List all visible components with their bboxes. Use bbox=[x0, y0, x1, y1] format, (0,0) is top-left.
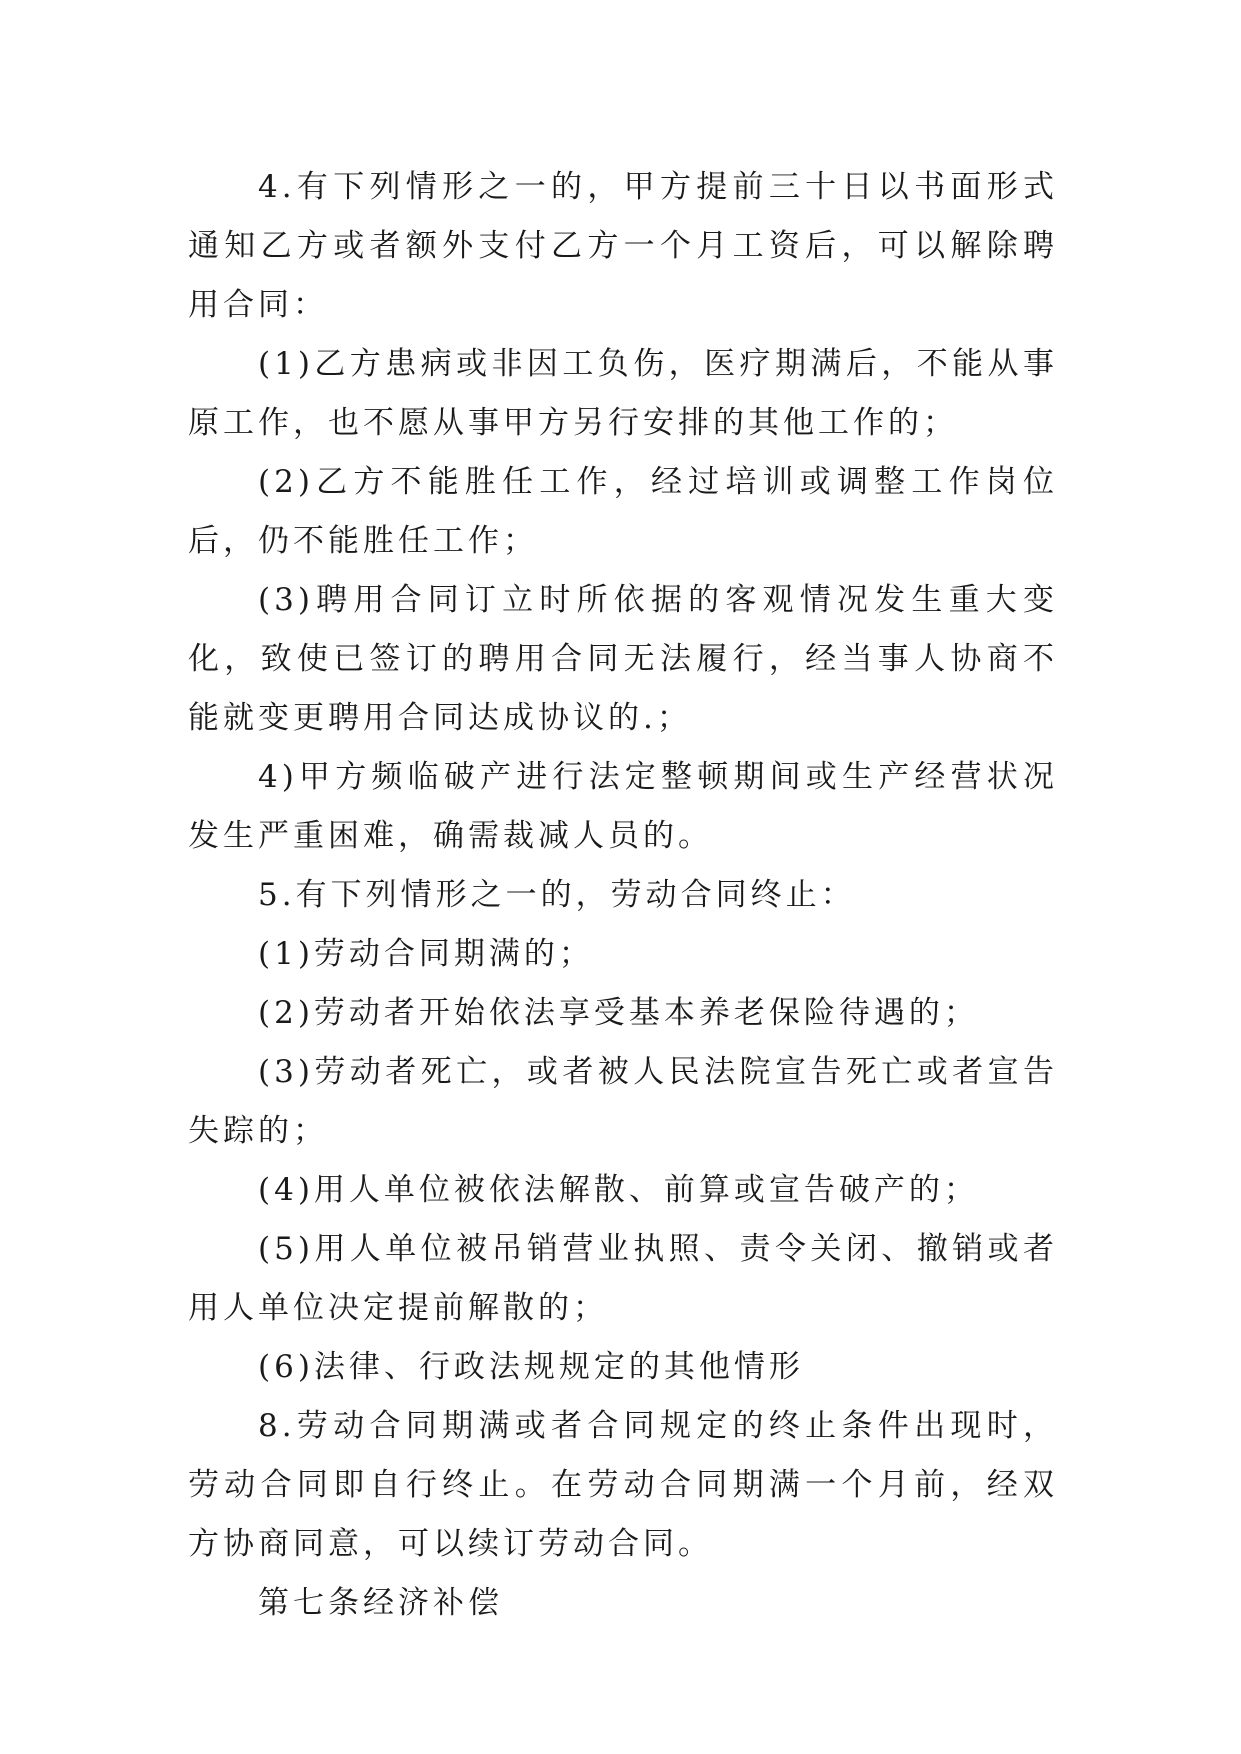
clause-5-item-2: (2)劳动者开始依法享受基本养老保险待遇的； bbox=[258, 995, 979, 1031]
clause-4-item-1: (1)乙方患病或非因工负伤，医疗期满后，不能从事原工作，也不愿从事甲方另行安排的其他工作的； bbox=[188, 346, 1058, 441]
clause-5-item-4: (4)用人单位被依法解散、前算或宣告破产的； bbox=[258, 1172, 979, 1208]
clause-5-item-3: (3)劳动者死亡，或者被人民法院宣告死亡或者宣告失踪的； bbox=[188, 1054, 1058, 1149]
clause-5-item-6: (6)法律、行政法规规定的其他情形 bbox=[258, 1349, 804, 1385]
document-body bbox=[188, 158, 1058, 1633]
clause-4-item-2: (2)乙方不能胜任工作，经过培训或调整工作岗位后，仍不能胜任工作； bbox=[188, 464, 1058, 559]
clause-4-item-3: (3)聘用合同订立时所依据的客观情况发生重大变化，致使已签订的聘用合同无法履行，经当事人协商不能就变更聘用合同达成协议的.； bbox=[188, 582, 1058, 736]
clause-5-item-5: (5)用人单位被吊销营业执照、责令关闭、撤销或者用人单位决定提前解散的； bbox=[188, 1231, 1058, 1326]
article-7-heading: 第七条经济补偿 bbox=[258, 1585, 503, 1621]
clause-4-item-4: 4)甲方频临破产进行法定整顿期间或生产经营状况发生严重困难，确需裁减人员的。 bbox=[188, 759, 1058, 854]
clause-8-expiry-renewal: 8.劳动合同期满或者合同规定的终止条件出现时，劳动合同即自行终止。在劳动合同期满一个月前，经双方协商同意，可以续订劳动合同。 bbox=[188, 1408, 1058, 1562]
clause-5-item-1: (1)劳动合同期满的； bbox=[258, 936, 594, 972]
clause-4-termination-notice: 4.有下列情形之一的，甲方提前三十日以书面形式通知乙方或者额外支付乙方一个月工资后，可以解除聘用合同： bbox=[188, 169, 1058, 323]
clause-5-contract-termination: 5.有下列情形之一的，劳动合同终止： bbox=[258, 877, 856, 913]
